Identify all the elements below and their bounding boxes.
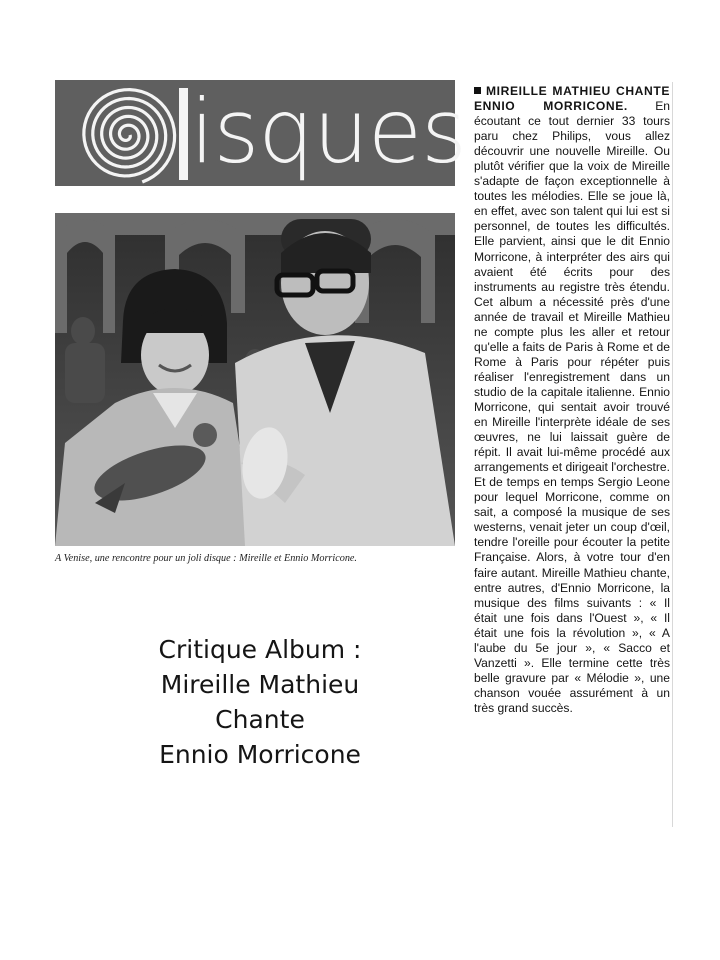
photo: [55, 213, 455, 546]
bullet-square-icon: [474, 87, 481, 94]
article-column: [474, 84, 670, 716]
review-title-line-1: Critique Album :: [158, 635, 362, 664]
column-rule: [672, 82, 673, 827]
disques-banner: [55, 80, 466, 186]
article-lead: MIREILLE MATHIEU CHANTE ENNIO MORRICONE.: [474, 84, 670, 114]
article-body: En écoutant ce tout dernier 33 tours paru chez Philips, vous allez découvrir une nouvelle Mireille. Ou plutôt vérifier que la voix de Mireille s'adapte de façon exceptionnelle à toutes les mélodies. Elle se joue là, en effet, avec son talent qui lui est si personnel, de toutes les difficultés. Elle parvient, ainsi que le dit Ennio Morricone, à interpréter des airs qui avaient été écrits pour des instruments au registre très étendu. Cet album a nécessité près d'une année de travail et Mireille Mathieu ne compte plus les aller et retour qu'elle a faits de Paris à Rome et de Rome à Paris pour répéter puis réaliser l'enregistrement dans un studio de la capitale italienne. Ennio Morricone, qui sentait avoir trouvé en Mireille l'interprète idéale de ses œuvres, ne lui laissait guère de répit. Il avait lui-même procédé aux arrangements et dirigeait l'orchestre. Et de temps en temps Sergio Leone pour lequel Morricone, comme on sait, a composé la musique de ses westerns, venait jeter un coup d'œil, tendre l'oreille pour écouter la petite Française. Alors, à votre tour d'en faire autant. Mireille Mathieu chante, entre autres, d'Ennio Morricone, la musique des films suivants : « Il était une fois dans l'Ouest », « Il était une fois la révolution », « A l'aube du 5e jour », « Sacco et Vanzetti ». Elle termine cette très belle gravure par « Mélodie », une chanson vouée assurément à un très grand succès.: [474, 99, 670, 715]
review-title-line-4: Ennio Morricone: [159, 740, 361, 769]
review-title-line-3: Chante: [215, 705, 305, 734]
banner-title: isques: [190, 80, 466, 183]
photo-mireille-ennio-pigeon-icon: [55, 213, 455, 546]
photo-caption: A Venise, une rencontre pour un joli disque : Mireille et Ennio Morricone.: [55, 553, 357, 564]
review-title: [90, 632, 430, 772]
review-title-line-2: Mireille Mathieu: [160, 670, 360, 699]
spiral-icon: [55, 80, 195, 186]
